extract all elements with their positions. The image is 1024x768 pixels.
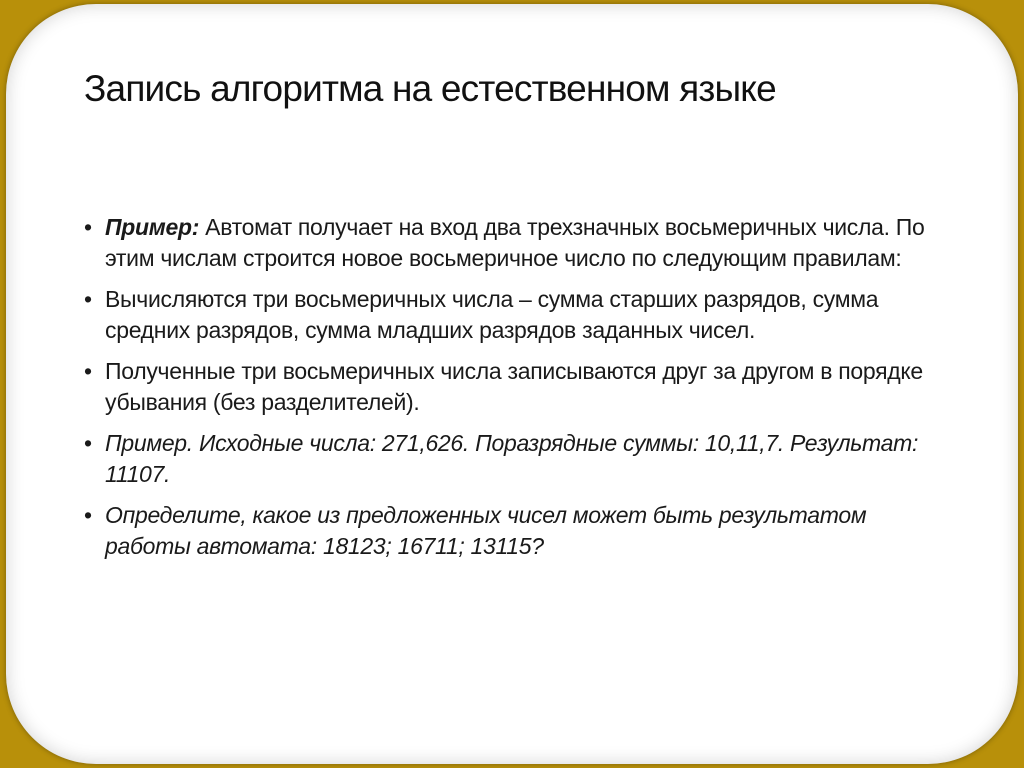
bullet-item-example bbox=[84, 428, 934, 490]
bullet-marker: • bbox=[84, 430, 92, 456]
bullet-item-rule-sums bbox=[84, 284, 934, 346]
bullet-marker: • bbox=[84, 502, 92, 528]
slide bbox=[6, 4, 1018, 764]
bullet-item-question bbox=[84, 500, 934, 562]
bullet-marker: • bbox=[84, 286, 92, 312]
bullet-text: Вычисляются три восьмеричных числа – сумма старших разрядов, сумма средних разрядов, сумма младших разрядов заданных чисел. bbox=[105, 286, 879, 343]
bullet-text: Полученные три восьмеричных числа записываются друг за другом в порядке убывания (без разделителей). bbox=[105, 358, 923, 415]
bullet-marker: • bbox=[84, 214, 92, 240]
bullet-marker: • bbox=[84, 358, 92, 384]
bullet-lead-label: Пример: bbox=[105, 214, 200, 240]
bullet-text: Определите, какое из предложенных чисел может быть результатом работы автомата: 18123; 16711; 13115? bbox=[105, 502, 867, 559]
bullet-text: Автомат получает на вход два трехзначных восьмеричных числа. По этим числам строится новое восьмеричное число по следующим правилам: bbox=[105, 214, 925, 271]
bullet-text: Пример. Исходные числа: 271,626. Поразрядные суммы: 10,11,7. Результат: 11107. bbox=[105, 430, 919, 487]
bullet-item-rule-order bbox=[84, 356, 934, 418]
bullet-item-example-intro bbox=[84, 212, 934, 274]
bullet-list bbox=[84, 212, 934, 572]
slide-title: Запись алгоритма на естественном языке bbox=[84, 68, 776, 109]
